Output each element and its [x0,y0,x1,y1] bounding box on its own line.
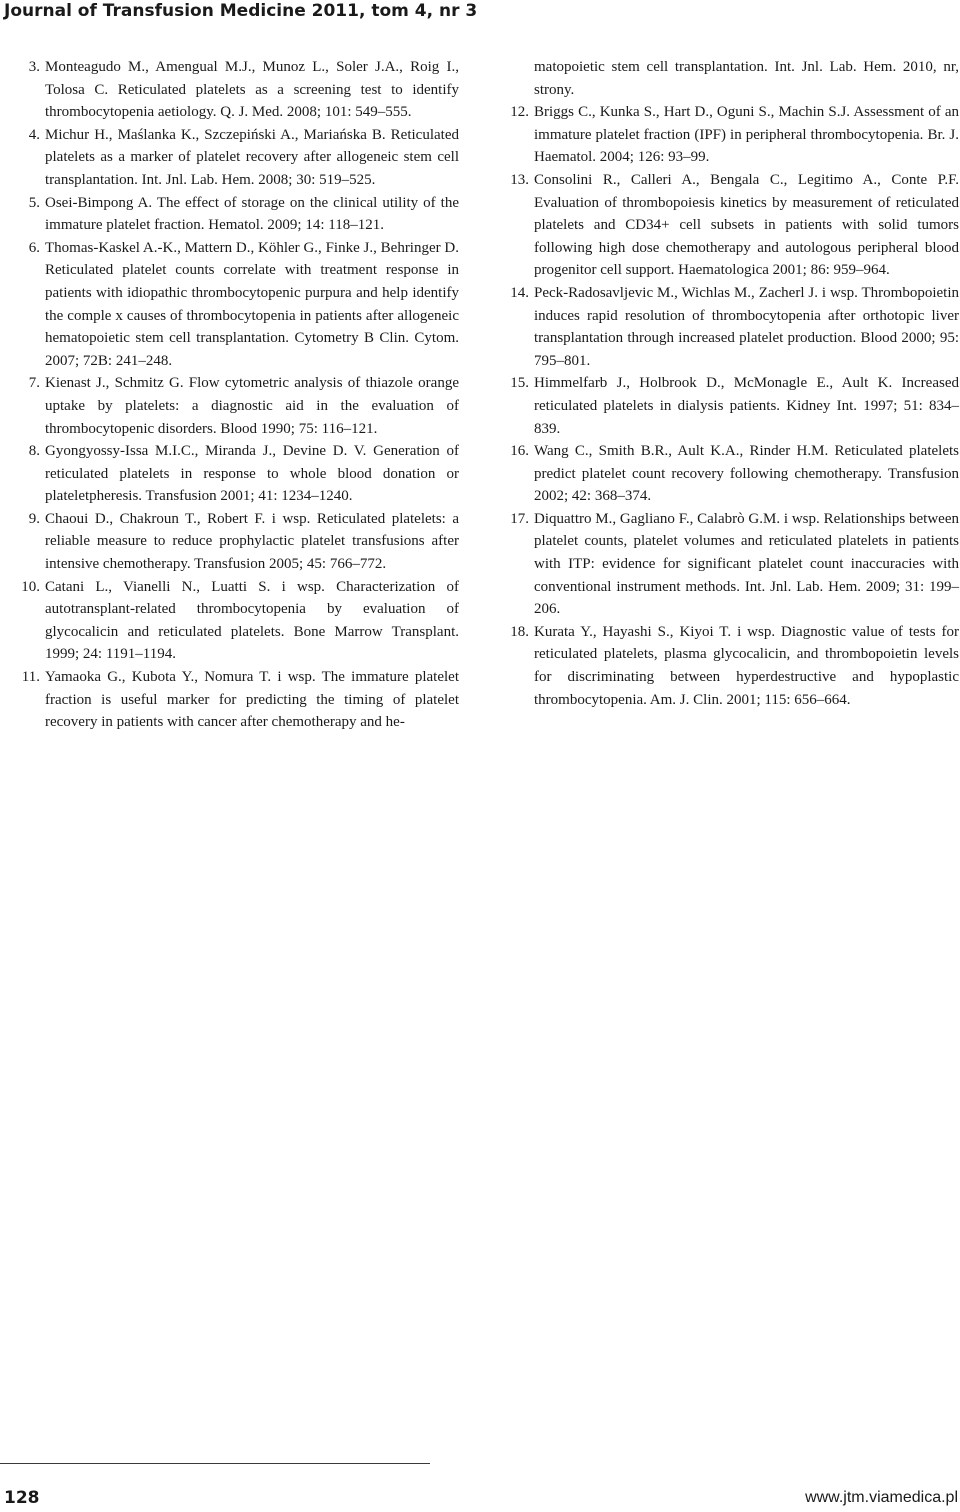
reference-item [14,666,459,734]
reference-continuation: matopoietic stem cell transplantation. Int. Jnl. Lab. Hem. 2010, nr, strony. [534,59,959,98]
reference-item [503,282,959,372]
reference-number: 9. [28,510,40,527]
reference-number: 17. [510,510,529,527]
reference-item [503,169,959,282]
reference-text: Yamaoka G., Kubota Y., Nomura T. i wsp. The immature platelet fraction is useful marker for predicting the timing of platelet recovery in patients with cancer after chemotherapy and he- [45,669,459,731]
reference-number: 18. [510,623,529,640]
reference-text: Thomas-Kaskel A.-K., Mattern D., Köhler G., Finke J., Behringer D. Reticulated platelet counts correlate with treatment response in patients with idiopathic thrombocytopenic purpura and help identify the comple x causes of thrombocytopenia in patients after allogeneic hematopoietic stem cell transplantation. Cytometry B Clin. Cytom. 2007; 72B: 241–248. [45,239,459,369]
reference-text: Peck-Radosavljevic M., Wichlas M., Zacherl J. i wsp. Thrombopoietin induces rapid resolution of thrombocytopenia after orthotopic liver transplantation through increased platelet production. Blood 2000; 95: 795–801. [534,284,959,369]
reference-text: Consolini R., Calleri A., Bengala C., Legitimo A., Conte P.F. Evaluation of thrombopoiesis kinetics by measurement of reticulated platelets and CD34+ cell subsets in patients with solid tumors following high dose chemotherapy and autologous peripheral blood progenitor cell support. Haematologica 2001; 86: 959–964. [534,171,959,279]
reference-text: Michur H., Maślanka K., Szczepiński A., Mariańska B. Reticulated platelets as a marker of platelet recovery after allogeneic stem cell transplantation. Int. Jnl. Lab. Hem. 2008; 30: 519–525. [45,126,459,188]
reference-number: 12. [510,104,529,121]
reference-item [14,372,459,440]
reference-number: 16. [510,443,529,460]
reference-number: 11. [21,669,40,686]
reference-number: 4. [28,126,40,143]
reference-item [14,440,459,508]
reference-text: Kurata Y., Hayashi S., Kiyoi T. i wsp. Diagnostic value of tests for reticulated platelets, plasma glycocalicin, and thrombopoietin levels for discriminating between hyperdestructive and hypoplastic thrombocytopenia. Am. J. Clin. 2001; 115: 656–664. [534,623,959,708]
reference-number: 7. [28,375,40,392]
reference-text: Osei-Bimpong A. The effect of storage on the clinical utility of the immature platelet fraction. Hematol. 2009; 14: 118–121. [45,194,459,234]
reference-number: 14. [510,284,529,301]
reference-number: 13. [510,171,529,188]
reference-item [503,621,959,711]
reference-item [14,192,459,237]
references-left-column [14,56,459,734]
reference-text: Briggs C., Kunka S., Hart D., Oguni S., Machin S.J. Assessment of an immature platelet fraction (IPF) in peripheral thrombocytopenia. Br. J. Haematol. 2004; 126: 93–99. [534,104,959,166]
references-right-column [503,56,959,711]
reference-text: Wang C., Smith B.R., Ault K.A., Rinder H.M. Reticulated platelets predict platelet count recovery following chemotherapy. Transfusion 2002; 42: 368–374. [534,443,959,505]
reference-number: 3. [28,59,40,75]
reference-number: 10. [21,578,40,595]
reference-number: 15. [510,375,529,392]
reference-text: Himmelfarb J., Holbrook D., McMonagle E., Ault K. Increased reticulated platelets in dialysis patients. Kidney Int. 1997; 51: 834–839. [534,375,959,437]
reference-item [503,372,959,440]
journal-header: Journal of Transfusion Medicine 2011, tom 4, nr 3 [4,1,478,21]
reference-text: Diquattro M., Gagliano F., Calabrò G.M. i wsp. Relationships between platelet counts, platelet volumes and reticulated platelets in patients with ITP: evidence for significant platelet count inaccuracies with conventional instrument methods. Int. Jnl. Lab. Hem. 2009; 31: 199–206. [534,510,959,618]
reference-item [14,56,459,124]
page-number: 128 [4,1488,40,1508]
reference-item [14,124,459,192]
reference-item [14,576,459,666]
reference-text: Catani L., Vianelli N., Luatti S. i wsp. Characterization of autotransplant-related thrombocytopenia by evaluation of glycocalicin and reticulated platelets. Bone Marrow Transplant. 1999; 24: 1191–1194. [45,578,459,663]
reference-number: 8. [28,443,40,460]
reference-item [503,440,959,508]
reference-item [14,237,459,373]
reference-item [503,101,959,169]
reference-text: Gyongyossy-Issa M.I.C., Miranda J., Devine D. V. Generation of reticulated platelets in response to whole blood donation or plateletpheresis. Transfusion 2001; 41: 1234–1240. [45,443,459,505]
journal-url: www.jtm.viamedica.pl [805,1489,958,1506]
reference-text: Chaoui D., Chakroun T., Robert F. i wsp. Reticulated platelets: a reliable measure to reduce prophylactic platelet transfusions after intensive chemotherapy. Transfusion 2005; 45: 766–772. [45,510,459,573]
reference-item [503,508,959,621]
reference-number: 6. [28,239,40,256]
reference-text: Kienast J., Schmitz G. Flow cytometric analysis of thiazole orange uptake by platelets: a diagnostic aid in the evaluation of thrombocytopenic disorders. Blood 1990; 75: 116–121. [45,375,459,437]
reference-number: 5. [28,194,40,211]
footer-divider [0,1463,430,1464]
reference-item [14,508,459,576]
reference-text: Monteagudo M., Amengual M.J., Munoz L., Soler J.A., Roig I., Tolosa C. Reticulated platelets as a screening test to identify thrombocytopenia aetiology. Q. J. Med. 2008; 101: 549–555. [45,59,459,121]
